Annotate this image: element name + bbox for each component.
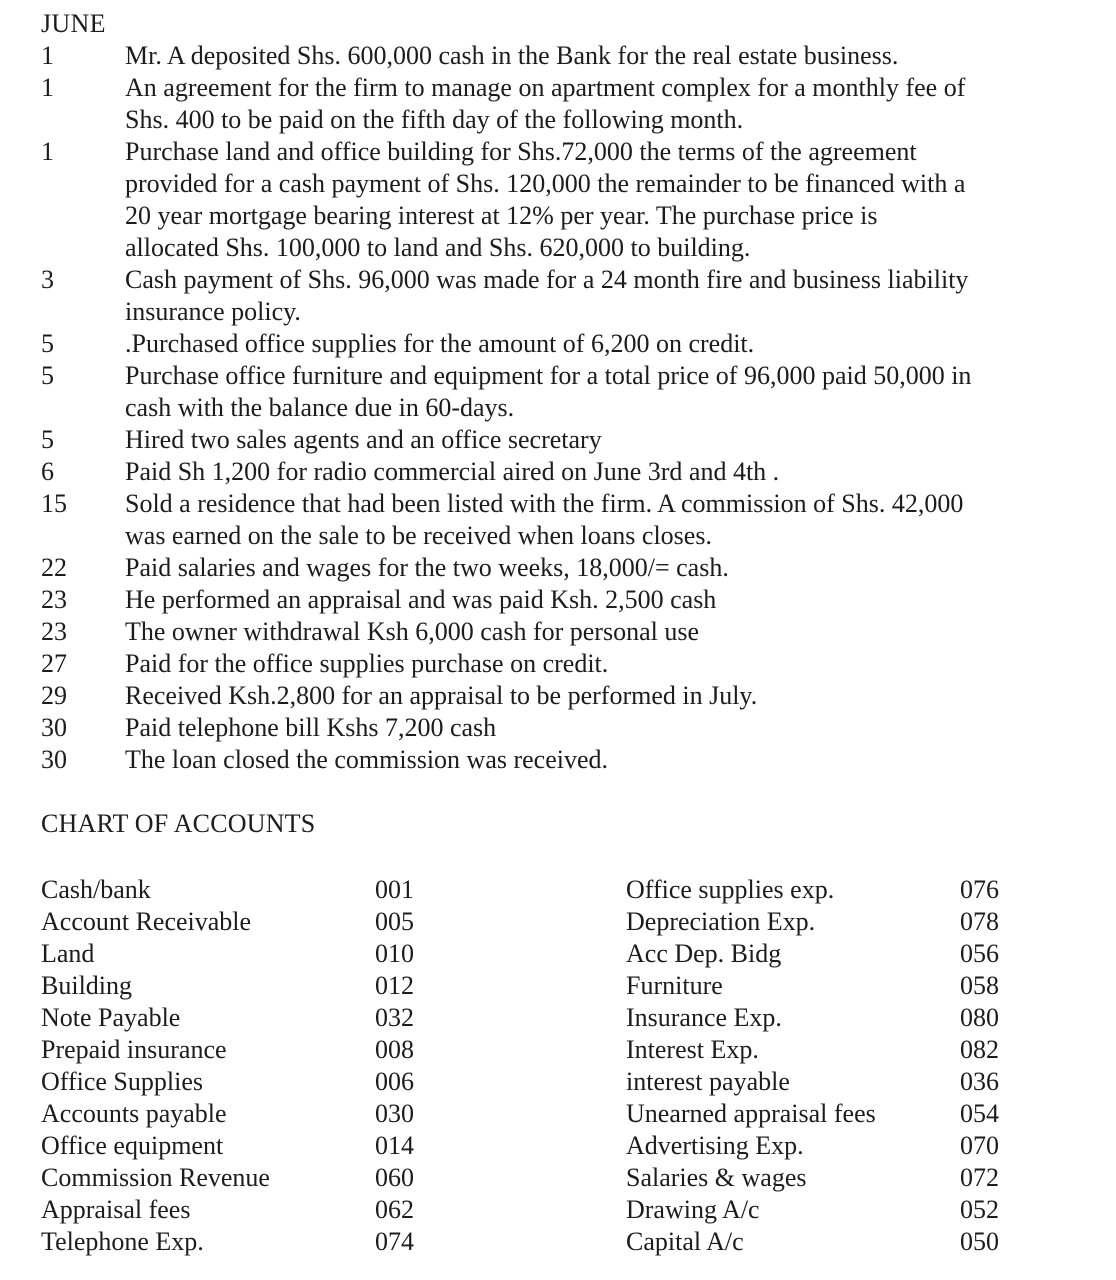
account-name: Prepaid insurance — [41, 1035, 227, 1064]
transaction-text: Purchase land and office building for Shs.72,000 the terms of the agreement provided for a cash payment of Shs. 120,000 the remainder to be financed with a 20 year mortgage bearing interest at 12% per year. The purchase price is allocated Shs. 100,000 to land and Shs. 620,000 to building. — [125, 137, 966, 262]
account-code: 006 — [375, 1067, 414, 1096]
account-name: Office Supplies — [41, 1067, 203, 1096]
account-code: 054 — [960, 1099, 999, 1128]
account-row — [626, 970, 1026, 1002]
account-name: Appraisal fees — [41, 1195, 191, 1224]
transaction-text: The owner withdrawal Ksh 6,000 cash for personal use — [125, 617, 700, 646]
transaction-item — [0, 40, 1116, 72]
account-name: Office supplies exp. — [626, 875, 835, 904]
transaction-text: .Purchased office supplies for the amount of 6,200 on credit. — [125, 329, 755, 358]
accounts-column-right — [626, 874, 1026, 1258]
transaction-date: 6 — [41, 457, 54, 486]
account-code: 052 — [960, 1195, 999, 1224]
account-code: 076 — [960, 875, 999, 904]
account-row — [626, 1130, 1026, 1162]
transaction-date: 1 — [41, 73, 54, 102]
transaction-item — [0, 584, 1116, 616]
account-name: Furniture — [626, 971, 723, 1000]
account-row — [626, 1066, 1026, 1098]
account-code: 001 — [375, 875, 414, 904]
account-row — [41, 1226, 441, 1258]
account-row — [41, 1162, 441, 1194]
account-name: Commission Revenue — [41, 1163, 270, 1192]
transaction-text: Mr. A deposited Shs. 600,000 cash in the Bank for the real estate business. — [125, 41, 899, 70]
account-code: 072 — [960, 1163, 999, 1192]
account-code: 082 — [960, 1035, 999, 1064]
transaction-item — [0, 328, 1116, 360]
account-code: 058 — [960, 971, 999, 1000]
accounts-column-left — [41, 874, 441, 1258]
account-name: Interest Exp. — [626, 1035, 759, 1064]
account-code: 032 — [375, 1003, 414, 1032]
account-row — [41, 1194, 441, 1226]
transaction-text: Paid salaries and wages for the two weeks, 18,000/= cash. — [125, 553, 729, 582]
account-code: 014 — [375, 1131, 414, 1160]
transaction-text: Received Ksh.2,800 for an appraisal to be performed in July. — [125, 681, 758, 710]
transaction-text: An agreement for the firm to manage on apartment complex for a monthly fee of Shs. 400 to be paid on the fifth day of the following month. — [125, 73, 966, 134]
transaction-item — [0, 744, 1116, 776]
account-row — [626, 1034, 1026, 1066]
transaction-date: 30 — [41, 713, 67, 742]
transaction-item — [0, 712, 1116, 744]
transaction-text: Purchase office furniture and equipment for a total price of 96,000 paid 50,000 in cash with the balance due in 60-days. — [125, 361, 972, 422]
transaction-item — [0, 648, 1116, 680]
account-name: Advertising Exp. — [626, 1131, 804, 1160]
account-name: Telephone Exp. — [41, 1227, 204, 1256]
account-name: Acc Dep. Bidg — [626, 939, 782, 968]
transaction-item — [0, 488, 1116, 552]
account-name: Building — [41, 971, 133, 1000]
account-code: 030 — [375, 1099, 414, 1128]
account-code: 056 — [960, 939, 999, 968]
account-row — [626, 1226, 1026, 1258]
transaction-date: 27 — [41, 649, 67, 678]
transaction-text: Paid for the office supplies purchase on credit. — [125, 649, 609, 678]
transaction-item — [0, 424, 1116, 456]
account-code: 012 — [375, 971, 414, 1000]
account-row — [41, 906, 441, 938]
transaction-item — [0, 616, 1116, 648]
transaction-date: 29 — [41, 681, 67, 710]
account-name: Note Payable — [41, 1003, 181, 1032]
account-name: Cash/bank — [41, 875, 151, 904]
account-name: Salaries & wages — [626, 1163, 807, 1192]
account-row — [41, 874, 441, 906]
transaction-text: Paid Sh 1,200 for radio commercial aired on June 3rd and 4th . — [125, 457, 780, 486]
account-code: 062 — [375, 1195, 414, 1224]
transaction-date: 3 — [41, 265, 54, 294]
account-code: 060 — [375, 1163, 414, 1192]
month-heading: JUNE — [41, 9, 106, 38]
account-row — [41, 1098, 441, 1130]
account-code: 050 — [960, 1227, 999, 1256]
account-row — [41, 1066, 441, 1098]
transaction-item — [0, 360, 1116, 424]
account-code: 070 — [960, 1131, 999, 1160]
transaction-text: Cash payment of Shs. 96,000 was made for a 24 month fire and business liability insurance policy. — [125, 265, 969, 326]
transaction-text: Paid telephone bill Kshs 7,200 cash — [125, 713, 497, 742]
account-row — [41, 1130, 441, 1162]
account-row — [41, 1034, 441, 1066]
chart-of-accounts-title: CHART OF ACCOUNTS — [41, 809, 316, 838]
transaction-date: 30 — [41, 745, 67, 774]
account-row — [626, 906, 1026, 938]
transaction-text: Sold a residence that had been listed with the firm. A commission of Shs. 42,000 was earned on the sale to be received when loans closes. — [125, 489, 964, 550]
account-row — [41, 1002, 441, 1034]
transaction-date: 5 — [41, 361, 54, 390]
transaction-item — [0, 456, 1116, 488]
transaction-item — [0, 552, 1116, 584]
transaction-date: 1 — [41, 41, 54, 70]
account-row — [626, 1162, 1026, 1194]
account-row — [626, 1098, 1026, 1130]
account-name: Capital A/c — [626, 1227, 744, 1256]
account-code: 008 — [375, 1035, 414, 1064]
account-name: Account Receivable — [41, 907, 252, 936]
account-row — [626, 1194, 1026, 1226]
account-row — [41, 970, 441, 1002]
account-name: interest payable — [626, 1067, 790, 1096]
account-name: Drawing A/c — [626, 1195, 760, 1224]
account-name: Office equipment — [41, 1131, 224, 1160]
account-row — [626, 874, 1026, 906]
account-name: Accounts payable — [41, 1099, 227, 1128]
transaction-date: 22 — [41, 553, 67, 582]
account-name: Insurance Exp. — [626, 1003, 782, 1032]
transaction-text: The loan closed the commission was received. — [125, 745, 609, 774]
transaction-item — [0, 136, 1116, 264]
transaction-date: 15 — [41, 489, 67, 518]
account-code: 036 — [960, 1067, 999, 1096]
transaction-item — [0, 72, 1116, 136]
account-code: 010 — [375, 939, 414, 968]
transaction-date: 1 — [41, 137, 54, 166]
transaction-date: 23 — [41, 585, 67, 614]
account-name: Land — [41, 939, 95, 968]
transaction-list — [0, 40, 1116, 776]
transaction-date: 23 — [41, 617, 67, 646]
transaction-item — [0, 680, 1116, 712]
account-code: 074 — [375, 1227, 414, 1256]
account-row — [626, 938, 1026, 970]
account-row — [626, 1002, 1026, 1034]
account-name: Unearned appraisal fees — [626, 1099, 876, 1128]
transaction-date: 5 — [41, 329, 54, 358]
transaction-text: Hired two sales agents and an office secretary — [125, 425, 602, 454]
account-code: 005 — [375, 907, 414, 936]
account-name: Depreciation Exp. — [626, 907, 816, 936]
transaction-text: He performed an appraisal and was paid Ksh. 2,500 cash — [125, 585, 717, 614]
transaction-item — [0, 264, 1116, 328]
transaction-date: 5 — [41, 425, 54, 454]
account-code: 080 — [960, 1003, 999, 1032]
account-code: 078 — [960, 907, 999, 936]
account-row — [41, 938, 441, 970]
